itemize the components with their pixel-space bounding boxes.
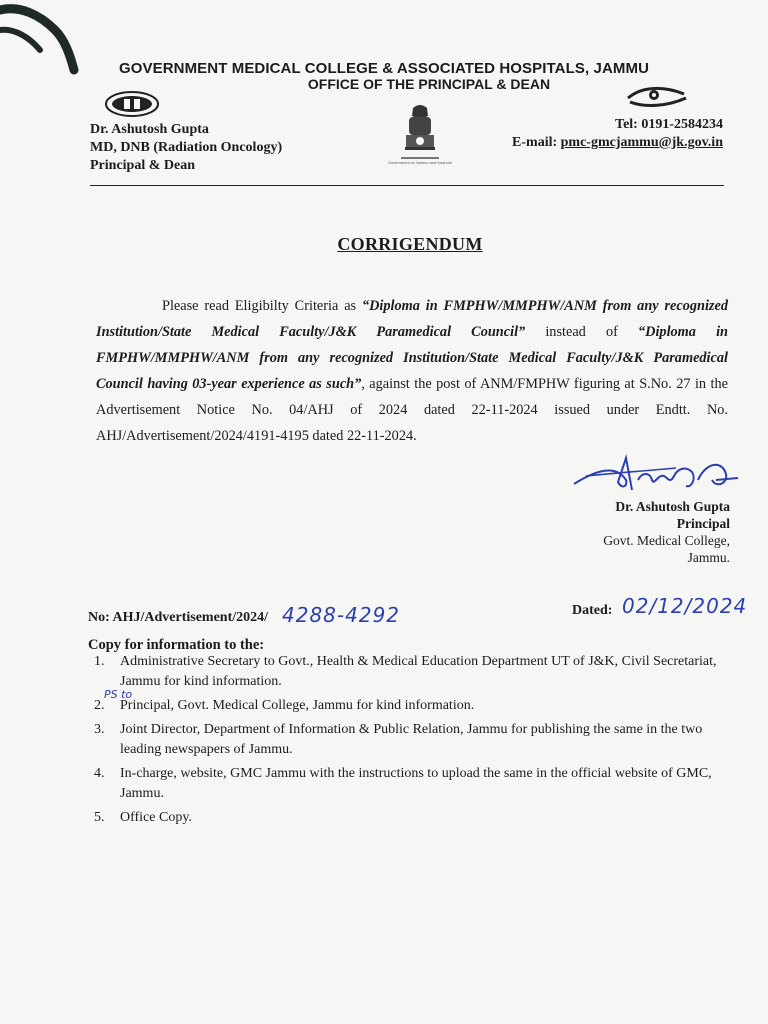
list-item-number: 3. [94,722,105,737]
list-item-number: 5. [94,810,105,825]
signatory-org: Govt. Medical College, [603,533,730,548]
office-name: OFFICE OF THE PRINCIPAL & DEAN [307,76,551,92]
copy-heading: Copy for information to the: [88,637,265,653]
list-item-text: Administrative Secretary to Govt., Health & Medical Education Department UT of J&K, Civil Secretariat, Jammu for kind information. [120,654,717,689]
ps-annotation-handwritten: PS to [104,688,133,701]
officer-name: Dr. Ashutosh Gupta [90,122,209,137]
list-item [94,808,744,828]
email-label: E-mail: [512,135,561,150]
date-handwritten: 02/12/2024 [622,594,748,618]
officer-details [90,121,282,175]
quoted-criteria-new: “Diploma in FMPHW/MMPHW/ANM from any recognized Institution/State Medical Faculty/J&K Paramedical Council” [96,298,728,340]
list-item-text: Office Copy. [120,810,192,825]
signatory-name: Dr. Ashutosh Gupta [615,499,730,514]
reference-number-handwritten: 4288-4292 [282,603,401,627]
list-item [94,652,744,692]
telephone: Tel: 0191-2584234 [615,117,723,132]
emblem-caption: Government of Jammu and Kashmir [387,160,453,165]
body-text-1: Please read Eligibilty Criteria as [162,298,362,314]
institution-name: GOVERNMENT MEDICAL COLLEGE & ASSOCIATED HOSPITALS, JAMMU [118,60,650,77]
signatory-place: Jammu. [687,550,730,565]
document-title: CORRIGENDUM [337,234,483,254]
copy-list [94,652,744,832]
list-item [94,720,744,760]
signatory-block [603,498,730,566]
contact-details [512,116,723,152]
list-item-text: Principal, Govt. Medical College, Jammu for kind information. [120,698,475,713]
body-text-3: , against the post of ANM/FMPHW figuring at S.No. 27 in the Advertisement Notice No. 04/AHJ of 2024 dated 22-11-2024 issued under Endtt. No. AHJ/Advertisement/2024/4191-4195 dated 22-11-2024. [96,376,728,444]
list-item-text: Joint Director, Department of Information & Public Relation, Jammu for publishing the same in the two leading newspapers of Jammu. [120,722,703,757]
handwritten-signature [566,450,746,496]
gmc-logo-icon [104,90,160,118]
eye-logo-icon [624,84,690,110]
officer-qualification: MD, DNB (Radiation Oncology) [90,140,283,155]
email-address[interactable]: pmc-gmcjammu@jk.gov.in [560,135,723,150]
reference-number-label: No: AHJ/Advertisement/2024/ [88,610,269,625]
signatory-designation: Principal [676,516,730,531]
quoted-criteria-old: “Diploma in FMPHW/MMPHW/ANM from any recognized Institution/State Medical Faculty/J&K Paramedical Council having 03-year experience as such” [96,324,728,392]
email-line [512,134,723,152]
list-item-number: 1. [94,654,105,669]
list-item [94,764,744,804]
list-item-text: In-charge, website, GMC Jammu with the instructions to upload the same in the official website of GMC, Jammu. [120,766,712,801]
dated-label: Dated: [572,603,613,618]
body-text-2: instead of [525,324,638,340]
corrigendum-body [96,293,728,449]
list-item [94,696,744,716]
list-item-number: 4. [94,766,105,781]
list-item-number: 2. [94,698,105,713]
officer-designation: Principal & Dean [90,158,195,173]
state-emblem-icon [395,102,445,164]
header-divider [90,185,724,186]
